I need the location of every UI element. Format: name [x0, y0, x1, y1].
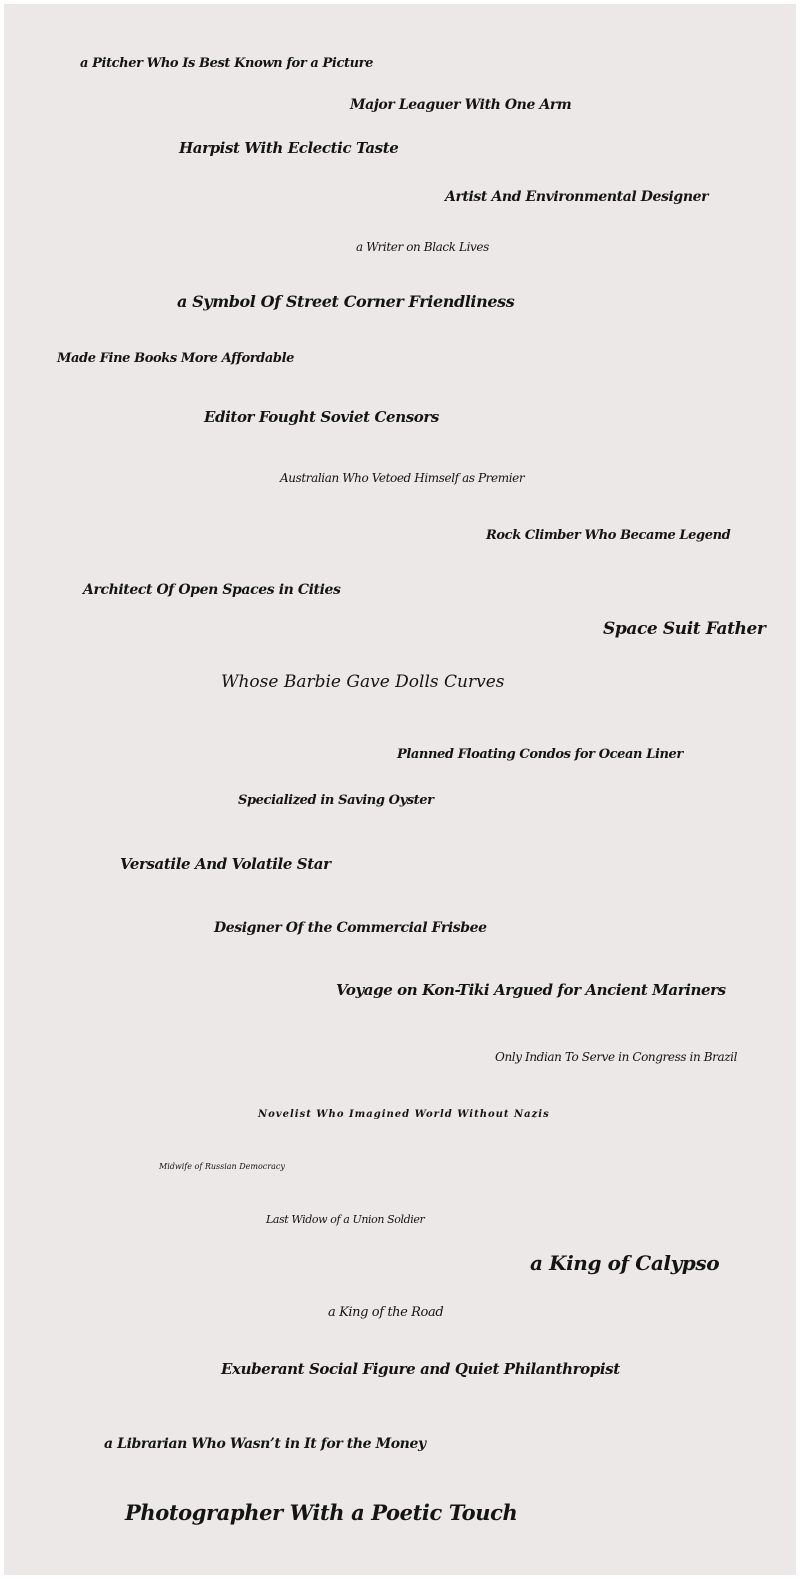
- headline-architect: Architect Of Open Spaces in Cities: [83, 582, 341, 598]
- headline-social-figure: Exuberant Social Figure and Quiet Philanthropist: [221, 1360, 620, 1378]
- headline-king-of-road: a King of the Road: [328, 1305, 444, 1320]
- headline-symbol: a Symbol Of Street Corner Friendliness: [177, 292, 515, 311]
- headline-oyster: Specialized in Saving Oyster: [238, 793, 434, 808]
- headline-barbie: Whose Barbie Gave Dolls Curves: [221, 672, 505, 692]
- headline-pitcher: a Pitcher Who Is Best Known for a Picture: [80, 56, 373, 71]
- headline-frisbee: Designer Of the Commercial Frisbee: [214, 920, 487, 936]
- headline-editor: Editor Fought Soviet Censors: [204, 408, 439, 426]
- headline-kon-tiki: Voyage on Kon-Tiki Argued for Ancient Mariners: [336, 981, 726, 999]
- headline-rock-climber: Rock Climber Who Became Legend: [486, 528, 731, 543]
- headline-australian: Australian Who Vetoed Himself as Premier: [280, 471, 525, 485]
- headline-midwife: Midwife of Russian Democracy: [159, 1162, 285, 1171]
- headline-collage-panel: [4, 4, 796, 1575]
- headline-fine-books: Made Fine Books More Affordable: [57, 351, 294, 366]
- headline-photographer: Photographer With a Poetic Touch: [125, 1500, 518, 1525]
- headline-artist: Artist And Environmental Designer: [445, 189, 709, 205]
- headline-congress-brazil: Only Indian To Serve in Congress in Brazil: [495, 1050, 738, 1064]
- headline-floating-condos: Planned Floating Condos for Ocean Liner: [397, 747, 683, 762]
- headline-king-of-calypso: a King of Calypso: [530, 1251, 720, 1275]
- headline-last-widow: Last Widow of a Union Soldier: [266, 1213, 425, 1226]
- headline-novelist: Novelist Who Imagined World Without Nazis: [258, 1109, 550, 1120]
- headline-harpist: Harpist With Eclectic Taste: [179, 139, 399, 157]
- headline-librarian: a Librarian Who Wasn’t in It for the Money: [104, 1436, 426, 1452]
- headline-versatile-star: Versatile And Volatile Star: [120, 855, 331, 873]
- headline-writer: a Writer on Black Lives: [356, 240, 489, 254]
- headline-major-leaguer: Major Leaguer With One Arm: [350, 97, 572, 113]
- headline-space-suit: Space Suit Father: [603, 619, 766, 639]
